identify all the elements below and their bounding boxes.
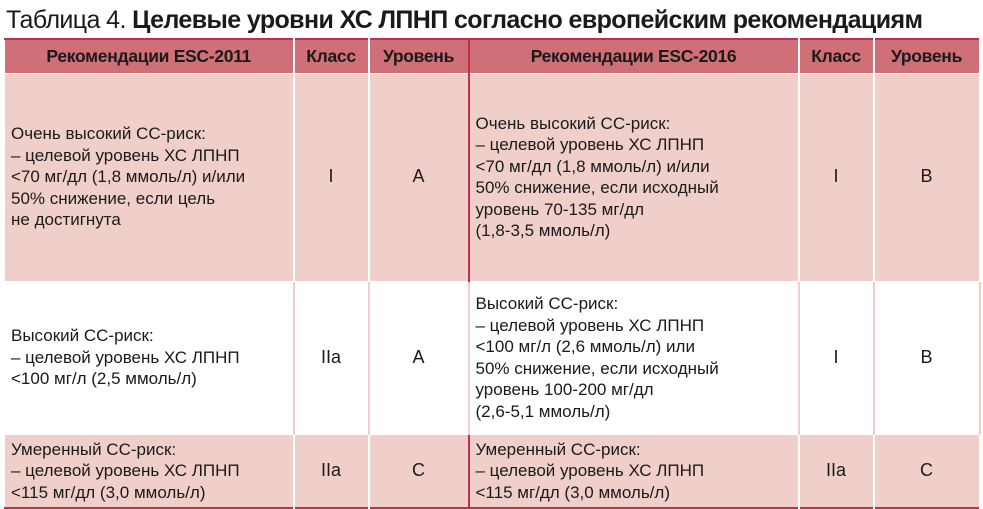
header-level-2016: Уровень <box>874 39 980 73</box>
table-row <box>5 73 980 281</box>
header-class-2016: Класс <box>799 39 874 73</box>
header-level-2011: Уровень <box>369 39 469 73</box>
table-row <box>5 434 980 508</box>
esc2016-class: I <box>799 73 874 281</box>
table-title: Целевые уровни ХС ЛПНП согласно европейским рекомендациям <box>132 6 923 34</box>
table-row <box>5 281 980 434</box>
esc2016-recommendation: Умеренный СС-риск: – целевой уровень ХС ЛПНП <115 мг/дл (3,0 ммоль/л) <box>469 434 799 508</box>
table-header-row <box>5 39 980 73</box>
table-number: Таблица 4. <box>6 6 133 34</box>
esc2016-recommendation: Высокий СС-риск: – целевой уровень ХС ЛПНП <100 мг/л (2,6 ммоль/л) или 50% снижение, если исходный уровень 100-200 мг/дл (2,6-5,1 ммоль/л) <box>469 281 799 434</box>
esc2016-class: IIa <box>799 434 874 508</box>
esc2016-class: I <box>799 281 874 434</box>
esc2011-recommendation: Высокий СС-риск: – целевой уровень ХС ЛПНП <100 мг/л (2,5 ммоль/л) <box>5 281 294 434</box>
header-esc2016: Рекомендации ESC-2016 <box>469 39 799 73</box>
esc2011-class: I <box>294 73 369 281</box>
esc2016-level: C <box>874 434 980 508</box>
esc2011-class: IIa <box>294 281 369 434</box>
ldl-targets-table <box>4 38 981 509</box>
esc2011-level: A <box>369 73 469 281</box>
table-caption <box>4 0 979 38</box>
esc2016-recommendation: Очень высокий СС-риск: – целевой уровень ХС ЛПНП <70 мг/дл (1,8 ммоль/л) и/или 50% снижение, если исходный уровень 70-135 мг/дл (1,8-3,5 ммоль/л) <box>469 73 799 281</box>
header-esc2011: Рекомендации ESC-2011 <box>5 39 294 73</box>
esc2011-recommendation: Умеренный СС-риск: – целевой уровень ХС ЛПНП <115 мг/дл (3,0 ммоль/л) <box>5 434 294 508</box>
esc2016-level: B <box>874 73 980 281</box>
esc2011-level: A <box>369 281 469 434</box>
esc2011-recommendation: Очень высокий СС-риск: – целевой уровень ХС ЛПНП <70 мг/дл (1,8 ммоль/л) и/или 50% снижение, если цель не достигнута <box>5 73 294 281</box>
esc2011-class: IIa <box>294 434 369 508</box>
esc2016-level: B <box>874 281 980 434</box>
header-class-2011: Класс <box>294 39 369 73</box>
esc2011-level: C <box>369 434 469 508</box>
